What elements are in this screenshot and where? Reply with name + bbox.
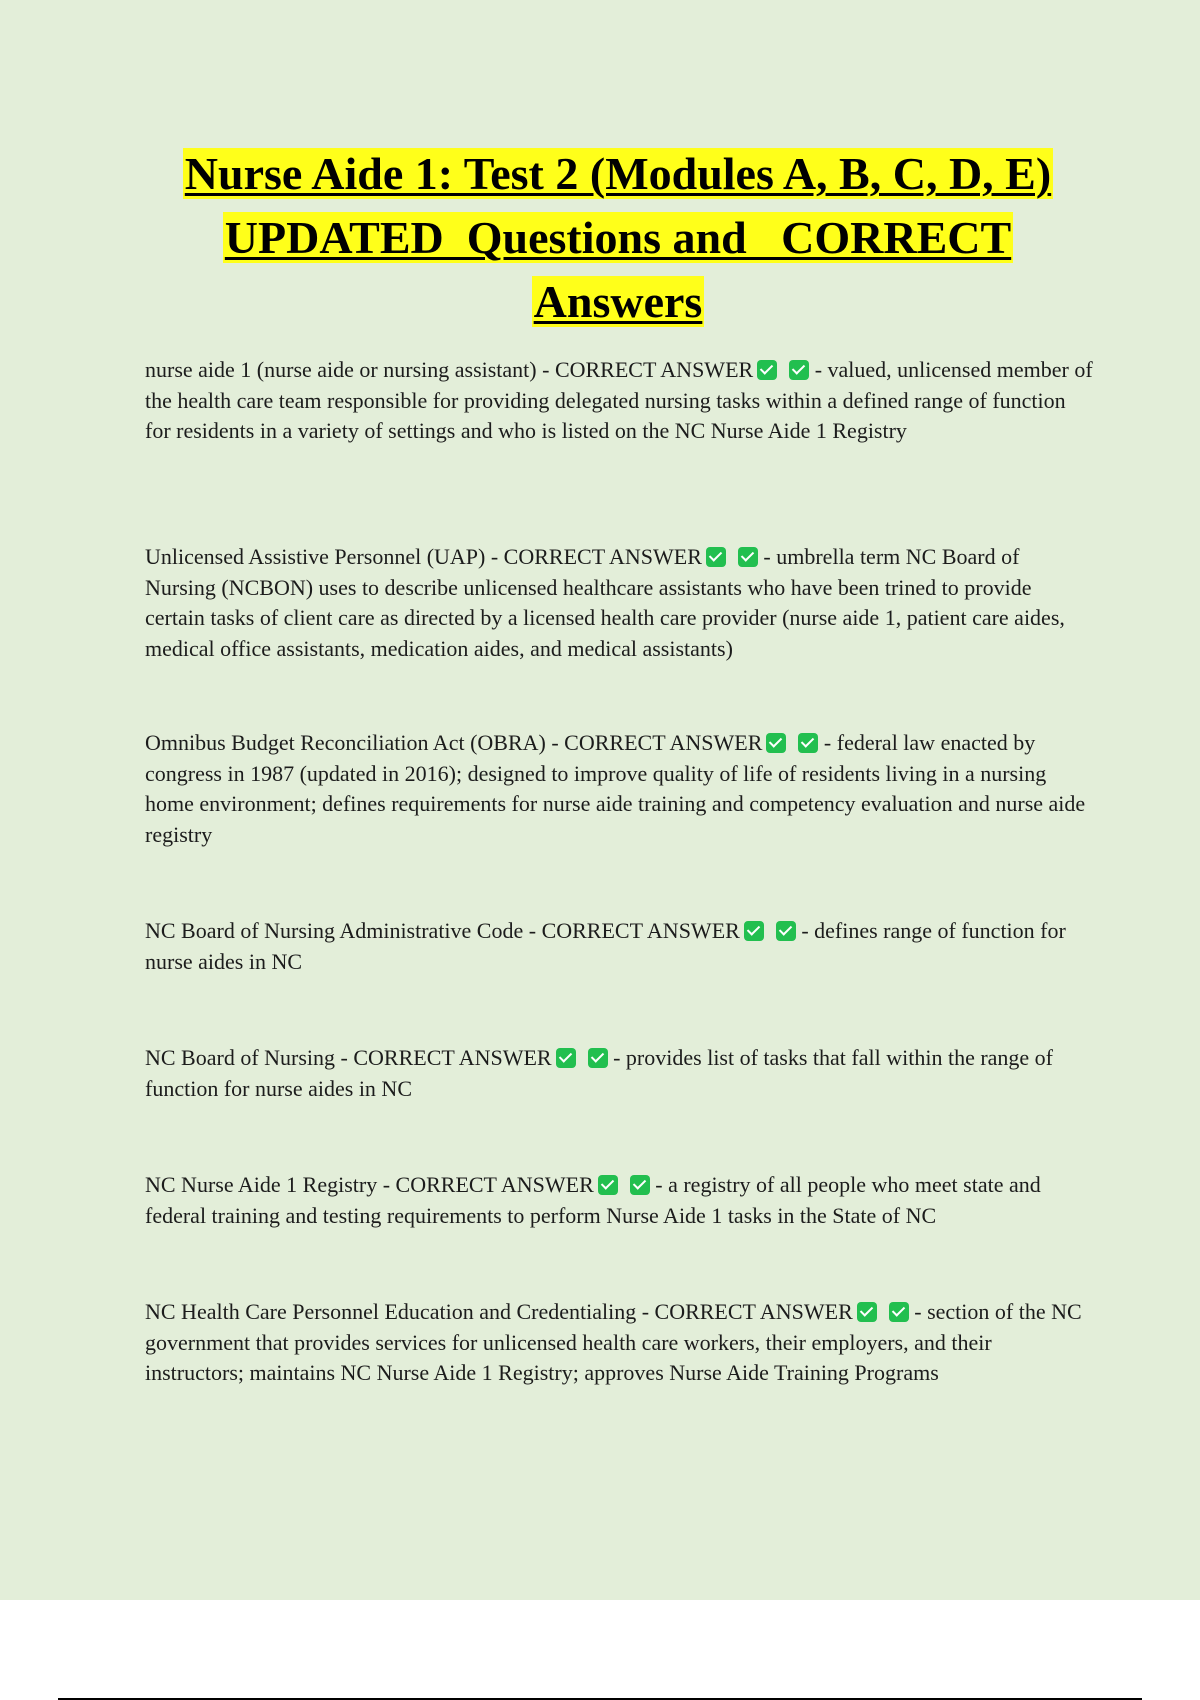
title-highlight-2: UPDATED Questions and CORRECT [224,212,1012,263]
checkmark-icon [757,360,777,380]
checkmark-icon [706,547,726,567]
entry-definition: - section of the NC government that provides services for unlicensed health care workers, their employers, and their instructors; maintains NC Nurse Aide 1 Registry; approves Nurse Aide Training Programs [145,1299,1082,1385]
title-highlight-1: Nurse Aide 1: Test 2 (Modules A, B, C, D, E) [184,148,1052,199]
entry-term: Omnibus Budget Reconciliation Act (OBRA) - CORRECT ANSWER [145,730,763,755]
qa-entry-ncbon [145,1043,1095,1104]
entry-term: NC Board of Nursing - CORRECT ANSWER [145,1045,552,1070]
entry-term: NC Health Care Personnel Education and Credentialing - CORRECT ANSWER [145,1299,853,1324]
checkmark-icon [766,733,786,753]
entry-term: NC Board of Nursing Administrative Code - CORRECT ANSWER [145,918,740,943]
title-line-2 [100,206,1136,270]
qa-entry-nurse-aide-registry [145,1170,1095,1231]
checkmark-icon [798,733,818,753]
checkmark-icon [738,547,758,567]
title-highlight-3: Answers [533,276,703,327]
checkmark-icon [630,1175,650,1195]
entry-definition: - federal law enacted by congress in 1987 (updated in 2016); designed to improve quality of life of residents living in a nursing home environment; defines requirements for nurse aide training and competency evaluation and nurse aide registry [145,730,1086,847]
entry-definition: - provides list of tasks that fall within the range of function for nurse aides in NC [145,1045,1054,1101]
document-title [100,142,1136,334]
entry-term: nurse aide 1 (nurse aide or nursing assistant) - CORRECT ANSWER [145,357,754,382]
checkmark-icon [857,1302,877,1322]
entry-definition: - umbrella term NC Board of Nursing (NCBON) uses to describe unlicensed healthcare assistants who have been trined to provide certain tasks of client care as directed by a licensed health care provider (nurse aide 1, patient care aides, medical office assistants, medication aides, and medical assistants) [145,544,1065,661]
checkmark-icon [556,1048,576,1068]
checkmark-icon [776,921,796,941]
entry-term: Unlicensed Assistive Personnel (UAP) - CORRECT ANSWER [145,544,702,569]
qa-entry-ncbon-admin-code [145,916,1095,977]
checkmark-icon [789,360,809,380]
checkmark-icon [598,1175,618,1195]
qa-entry-uap [145,542,1095,664]
title-line-1 [100,142,1136,206]
qa-entry-nurse-aide-1 [145,355,1095,447]
checkmark-icon [744,921,764,941]
qa-entry-obra [145,728,1095,850]
qa-entry-hcpec [145,1297,1095,1389]
checkmark-icon [889,1302,909,1322]
entry-definition: - a registry of all people who meet state and federal training and testing requirements to perform Nurse Aide 1 tasks in the State of NC [145,1172,1041,1228]
checkmark-icon [588,1048,608,1068]
entry-term: NC Nurse Aide 1 Registry - CORRECT ANSWER [145,1172,594,1197]
entry-definition: - defines range of function for nurse aides in NC [145,918,1066,974]
entry-definition: - valued, unlicensed member of the health care team responsible for providing delegated nursing tasks within a defined range of function for residents in a variety of settings and who is listed on the NC Nurse Aide 1 Registry [145,357,1093,443]
title-line-3 [100,270,1136,334]
